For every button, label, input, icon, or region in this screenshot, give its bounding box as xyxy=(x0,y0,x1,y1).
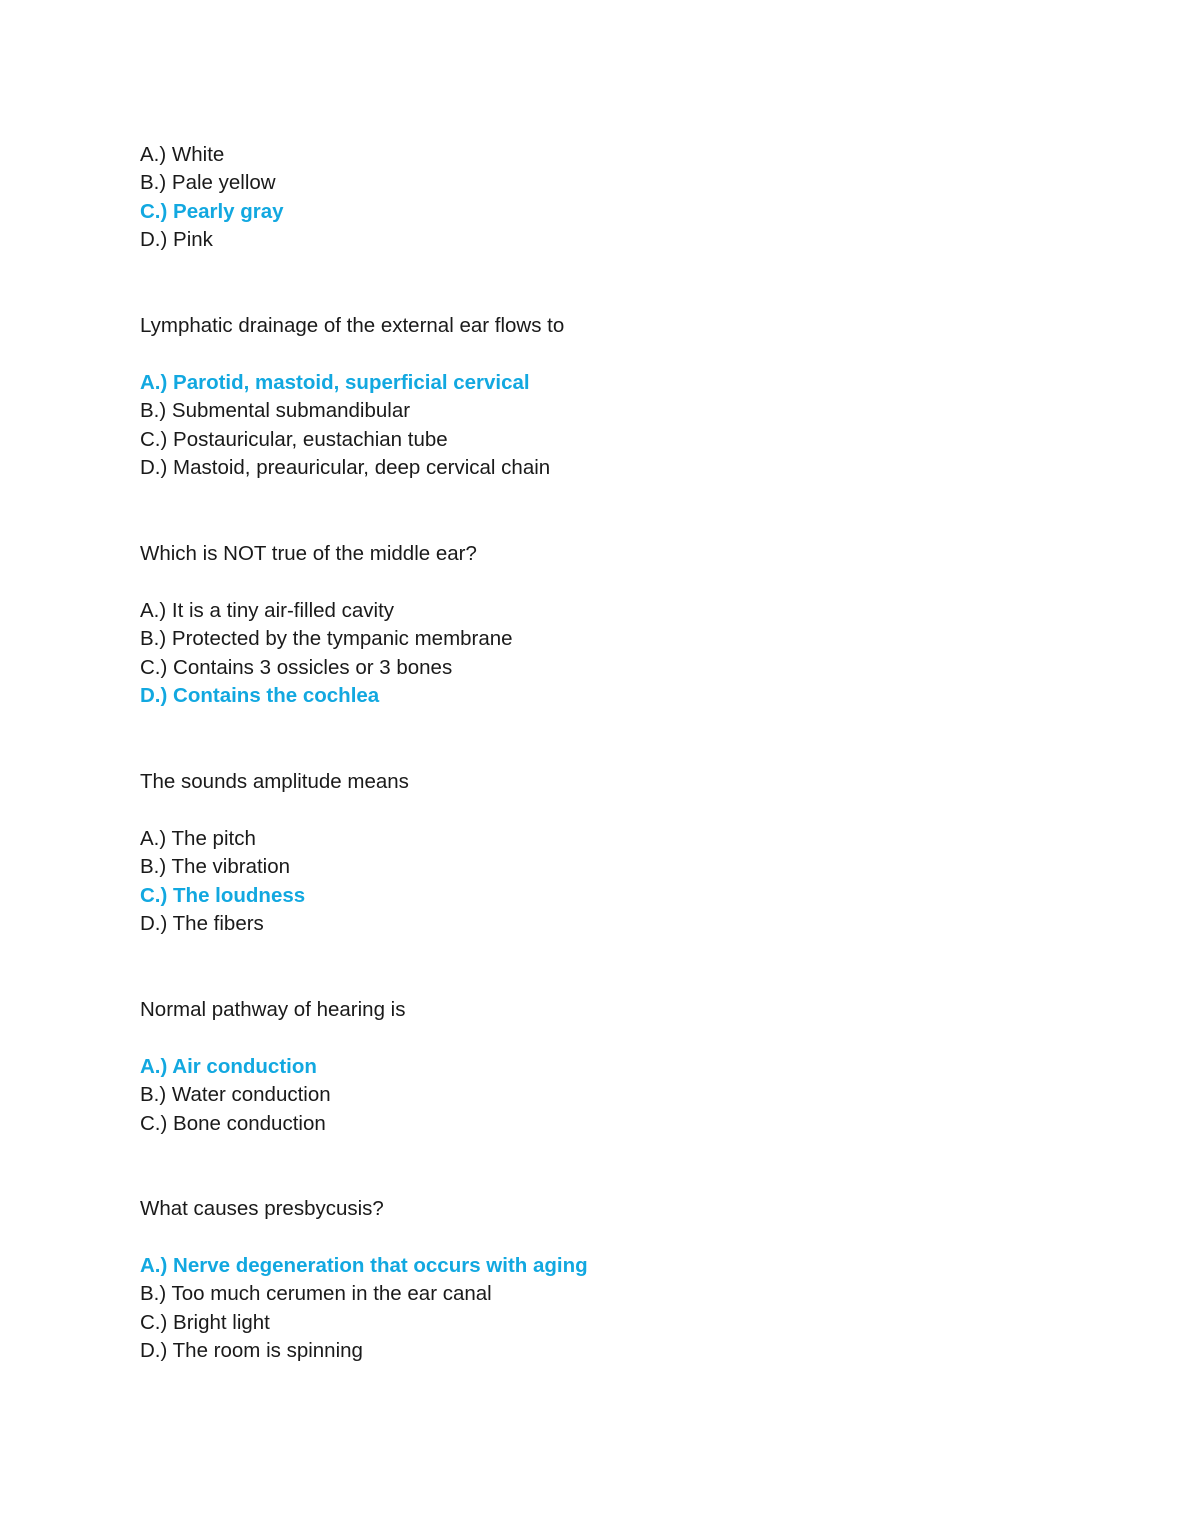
question-5-text: Normal pathway of hearing is xyxy=(140,998,406,1021)
option-q2-c: C.) Postauricular, eustachian tube xyxy=(140,428,448,451)
question-6-text: What causes presbycusis? xyxy=(140,1197,384,1220)
question-2-text: Lymphatic drainage of the external ear flows to xyxy=(140,314,565,337)
option-q5-b: B.) Water conduction xyxy=(140,1083,331,1106)
option-q3-b: B.) Protected by the tympanic membrane xyxy=(140,627,513,650)
option-q1-b: B.) Pale yellow xyxy=(140,171,276,194)
option-q2-b: B.) Submental submandibular xyxy=(140,399,411,422)
option-q4-a: A.) The pitch xyxy=(140,827,256,850)
option-q2-d: D.) Mastoid, preauricular, deep cervical chain xyxy=(140,456,551,479)
option-q4-d: D.) The fibers xyxy=(140,912,264,935)
option-q3-a: A.) It is a tiny air-filled cavity xyxy=(140,599,395,622)
option-q6-d: D.) The room is spinning xyxy=(140,1339,363,1362)
option-q4-b: B.) The vibration xyxy=(140,855,291,878)
option-q5-c: C.) Bone conduction xyxy=(140,1112,326,1135)
question-4-text: The sounds amplitude means xyxy=(140,770,409,793)
option-q3-d-correct: D.) Contains the cochlea xyxy=(140,684,380,707)
option-q1-a: A.) White xyxy=(140,143,225,166)
question-3-text: Which is NOT true of the middle ear? xyxy=(140,542,477,565)
option-q3-c: C.) Contains 3 ossicles or 3 bones xyxy=(140,656,453,679)
option-q1-d: D.) Pink xyxy=(140,228,213,251)
option-q6-b: B.) Too much cerumen in the ear canal xyxy=(140,1282,492,1305)
option-q2-a-correct: A.) Parotid, mastoid, superficial cervical xyxy=(140,371,530,394)
option-q6-c: C.) Bright light xyxy=(140,1311,270,1334)
option-q1-c-correct: C.) Pearly gray xyxy=(140,200,284,223)
option-q5-a-correct: A.) Air conduction xyxy=(140,1055,317,1078)
option-q6-a-correct: A.) Nerve degeneration that occurs with aging xyxy=(140,1254,588,1277)
option-q4-c-correct: C.) The loudness xyxy=(140,884,306,907)
